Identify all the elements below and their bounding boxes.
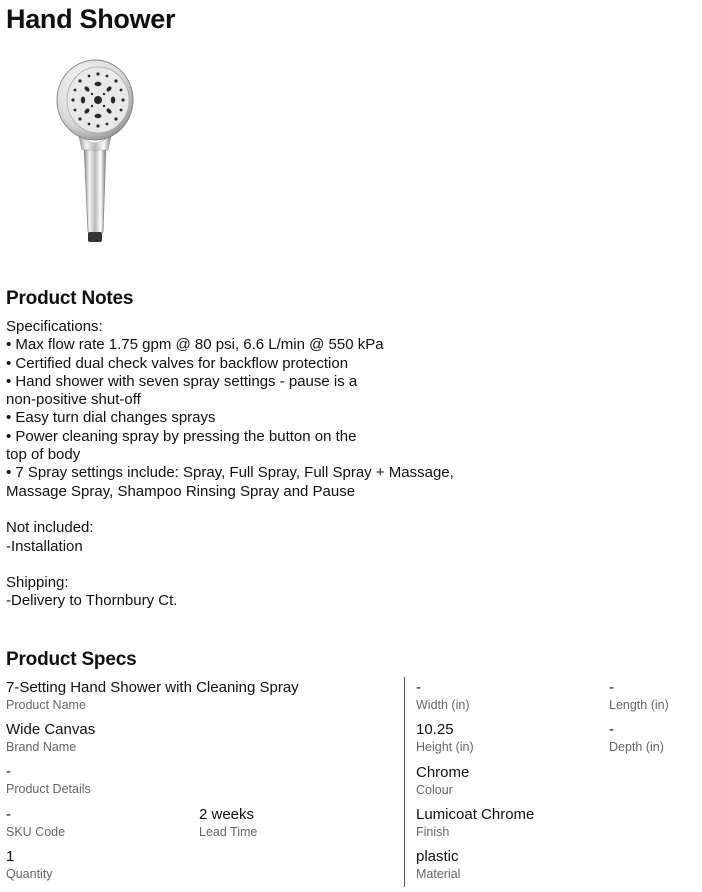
notes-line: Massage Spray, Shampoo Rinsing Spray and Pause	[6, 482, 356, 500]
notes-line: Not included:	[6, 519, 94, 537]
spec-label: SKU Code	[6, 825, 66, 839]
spec-label: Length (in)	[609, 698, 669, 712]
spec-label: Material	[416, 867, 461, 881]
notes-line	[6, 501, 476, 519]
spec-column-divider	[404, 677, 405, 887]
spec-label: Lead Time	[199, 825, 258, 839]
notes-line: -Delivery to Thornbury Ct.	[6, 592, 178, 610]
notes-line: top of body	[6, 446, 81, 464]
spec-label: Quantity	[6, 867, 53, 881]
notes-line: • Easy turn dial changes sprays	[6, 409, 216, 427]
spec-label: Product Details	[6, 782, 91, 796]
page-title: Hand Shower	[6, 4, 176, 34]
spec-product-name	[6, 679, 299, 713]
spec-label: Finish	[416, 825, 450, 839]
spec-value: -	[6, 806, 11, 823]
spec-value: Lumicoat Chrome	[416, 806, 535, 823]
spec-value: 10.25	[416, 721, 454, 738]
notes-line: • Certified dual check valves for backflow protection	[6, 354, 349, 372]
spec-value: plastic	[416, 848, 459, 865]
product-notes-heading: Product Notes	[6, 288, 134, 309]
spec-value: 7-Setting Hand Shower with Cleaning Spray	[6, 679, 299, 696]
spec-lead-time	[199, 806, 257, 840]
notes-line: -Installation	[6, 537, 83, 555]
notes-line: • 7 Spray settings include: Spray, Full Spray, Full Spray + Massage,	[6, 464, 454, 482]
spec-value: -	[416, 679, 421, 696]
spec-label: Colour	[416, 783, 453, 797]
spec-label: Brand Name	[6, 740, 77, 754]
spec-value: -	[609, 721, 614, 738]
spec-value: Wide Canvas	[6, 721, 96, 738]
spec-value: 2 weeks	[199, 806, 255, 823]
spec-sku-code	[6, 806, 65, 840]
product-notes-text	[6, 318, 476, 611]
spec-label: Width (in)	[416, 698, 470, 712]
spec-colour	[416, 764, 469, 798]
spec-label: Product Name	[6, 698, 86, 712]
notes-line	[6, 556, 476, 574]
spec-value: -	[6, 763, 11, 780]
spec-value: -	[609, 679, 614, 696]
product-specs-heading: Product Specs	[6, 649, 137, 670]
spec-depth	[609, 721, 664, 755]
notes-line: non-positive shut-off	[6, 391, 141, 409]
spec-width	[416, 679, 469, 713]
notes-line: • Hand shower with seven spray settings - pause is a	[6, 372, 358, 390]
spec-quantity	[6, 848, 53, 882]
spec-label: Height (in)	[416, 740, 474, 754]
spec-length	[609, 679, 669, 713]
spec-label: Depth (in)	[609, 740, 664, 754]
spec-value: 1	[6, 848, 15, 865]
hand-shower-image	[48, 54, 138, 250]
spec-finish	[416, 806, 534, 840]
notes-line: Specifications:	[6, 318, 103, 335]
notes-line: Shipping:	[6, 574, 69, 592]
spec-material	[416, 848, 460, 882]
notes-line: • Power cleaning spray by pressing the button on the	[6, 427, 357, 445]
spec-product-details	[6, 763, 91, 797]
spec-brand-name	[6, 721, 95, 755]
spec-height	[416, 721, 474, 755]
spec-value: Chrome	[416, 764, 470, 781]
notes-line: • Max flow rate 1.75 gpm @ 80 psi, 6.6 L/min @ 550 kPa	[6, 336, 384, 354]
